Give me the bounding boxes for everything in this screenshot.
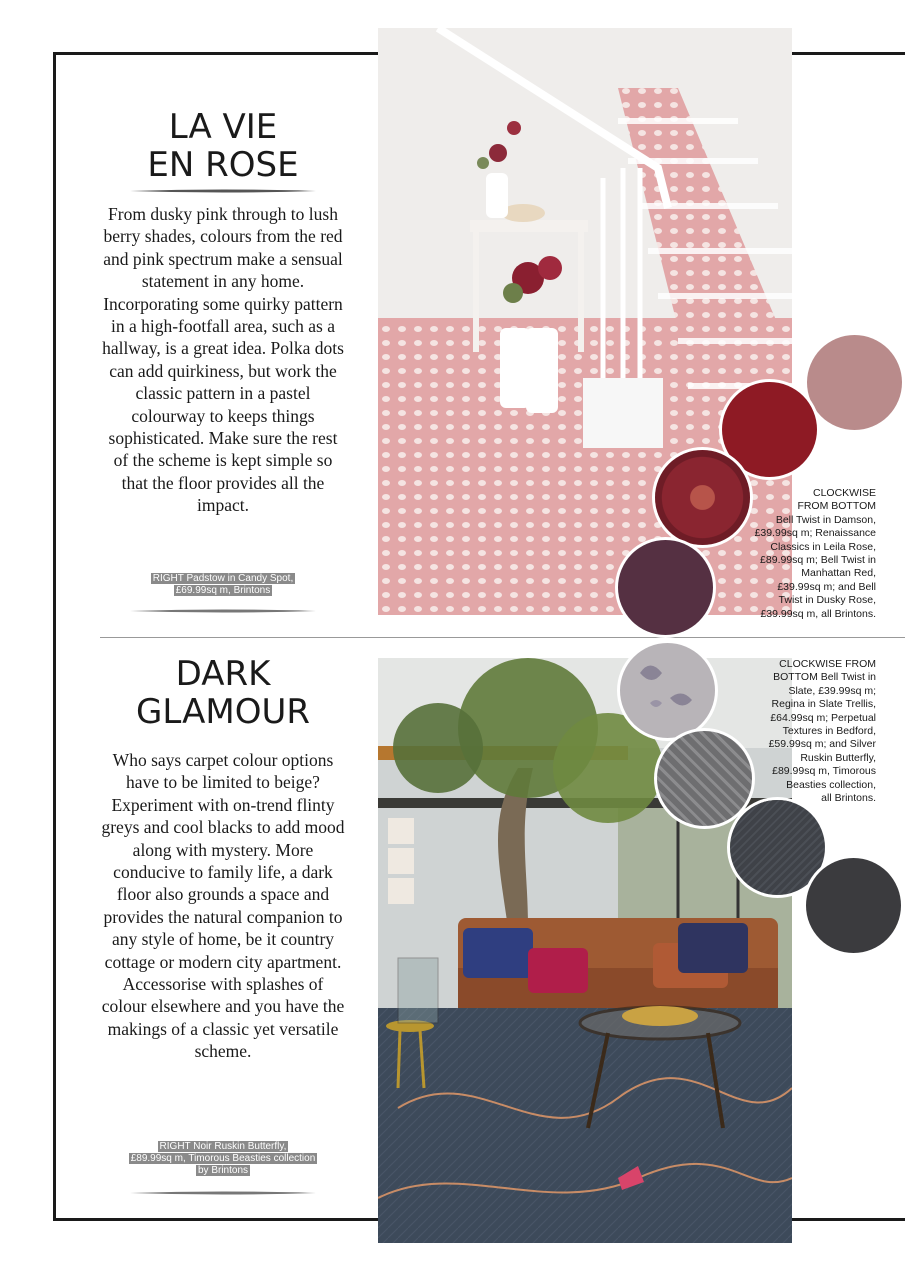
section1-title-line1: LA VIE xyxy=(168,107,278,147)
section1-caption-line1: RIGHT Padstow in Candy Spot, xyxy=(152,573,294,584)
credit-line: £64.99sq m; Perpetual xyxy=(770,711,876,724)
section-divider xyxy=(100,637,905,638)
section1-swatch-credit xyxy=(720,487,876,621)
credit-line: Manhattan Red, xyxy=(801,567,876,580)
section1-title-line2: EN ROSE xyxy=(147,145,299,185)
credit-line: £89.99sq m; Bell Twist in xyxy=(760,554,876,567)
damson-swatch xyxy=(618,540,713,635)
section2-swatch-credit xyxy=(718,658,876,805)
credit-line: CLOCKWISE FROM xyxy=(779,658,876,670)
credit-line: all Brintons. xyxy=(821,792,876,805)
section1-body: From dusky pink through to lush berry shades, colours from the red and pink spectrum make a sensual statement in any home. Incorporating some quirky pattern in a high-footfall area, such as a hallway, is a great idea. Polka dots can add quirkiness, but work the classic pattern in a pastel colourway to keeps things sophisticated. Make sure the rest of the scheme is kept simple so that the floor provides all the impact. xyxy=(102,204,344,516)
section1-caption-line2: £69.99sq m, Brintons xyxy=(175,585,271,596)
section1-caption xyxy=(100,573,346,597)
credit-line: Twist in Dusky Rose, xyxy=(778,594,876,607)
section2-body: Who says carpet colour options have to be limited to beige? Experiment with on-trend flinty greys and cool blacks to add mood along with mystery. More conducive to family life, a dark floor also grounds a space and provides the natural companion to any style of home, be it country cottage or modern city apartment. Accessorise with splashes of colour elsewhere and you have the makings of a classic yet versatile scheme. xyxy=(101,750,345,1062)
section2-title-line1: DARK xyxy=(175,654,271,694)
section1-title xyxy=(100,108,346,184)
slate-swatch xyxy=(806,858,901,953)
bedford-swatch xyxy=(730,800,825,895)
credit-line: £39.99sq m; Renaissance xyxy=(754,527,876,540)
credit-line: £89.99sq m, Timorous xyxy=(772,765,876,778)
credit-line: CLOCKWISE xyxy=(812,487,876,499)
caption-underline xyxy=(130,609,316,613)
credit-line: £59.99sq m; and Silver xyxy=(768,738,876,751)
credit-line: Slate, £39.99sq m; xyxy=(788,684,876,697)
section2-caption xyxy=(100,1141,346,1177)
section2-caption-line2: £89.99sq m, Timorous Beasties collection xyxy=(130,1153,316,1164)
butterfly-pattern-icon xyxy=(620,643,715,738)
credit-line: Textures in Bedford, xyxy=(782,725,876,738)
credit-line: Beasties collection, xyxy=(786,778,876,791)
credit-line: Ruskin Butterfly, xyxy=(800,751,876,764)
title-underline xyxy=(130,189,316,193)
credit-line: BOTTOM Bell Twist in xyxy=(773,671,876,684)
credit-line: Classics in Leila Rose, xyxy=(770,540,876,553)
silver-butterfly-swatch xyxy=(620,643,715,738)
credit-line: Bell Twist in Damson, xyxy=(775,513,876,526)
manhattan-red-swatch xyxy=(722,382,817,477)
caption-underline xyxy=(130,1191,316,1195)
credit-line: £39.99sq m; and Bell xyxy=(777,580,876,593)
dusky-rose-swatch xyxy=(807,335,902,430)
credit-line: FROM BOTTOM xyxy=(797,500,876,513)
credit-line: £39.99sq m, all Brintons. xyxy=(760,607,876,620)
section2-title-line2: GLAMOUR xyxy=(136,692,310,732)
section2-caption-line3: by Brintons xyxy=(197,1165,249,1176)
credit-line: Regina in Slate Trellis, xyxy=(771,698,876,711)
section2-title xyxy=(100,655,346,731)
section2-caption-line1: RIGHT Noir Ruskin Butterfly, xyxy=(159,1141,287,1152)
